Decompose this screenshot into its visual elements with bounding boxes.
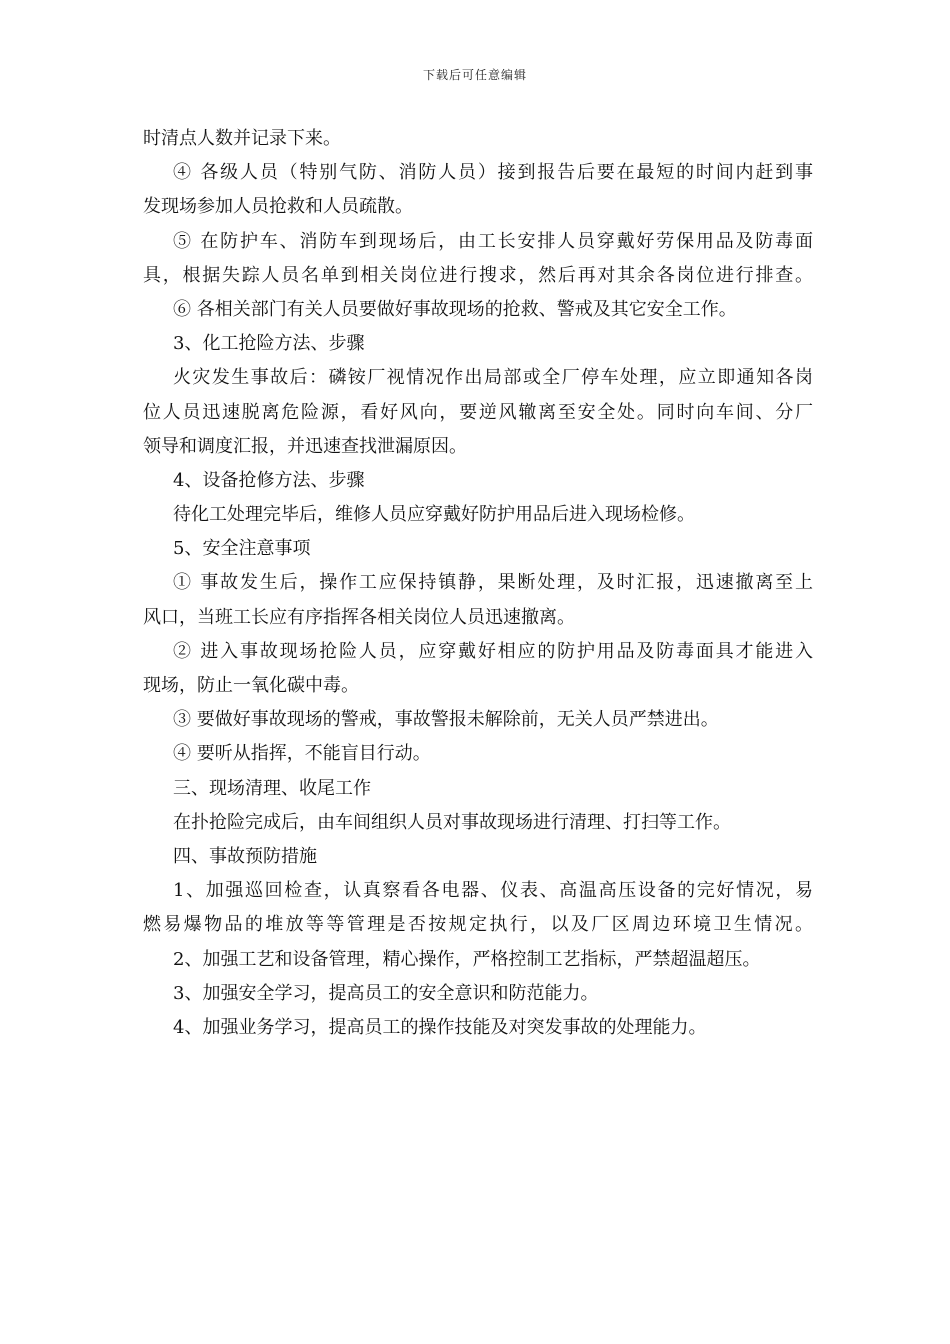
text-line: 发现场参加人员抢救和人员疏散。 bbox=[143, 196, 413, 218]
text-line: 现场，防止一氧化碳中毒。 bbox=[143, 675, 359, 696]
text-line: ④ 各级人员（特别气防、消防人员）接到报告后要在最短的时间内赶到事 bbox=[173, 162, 813, 184]
text-line: 燃易爆物品的堆放等等管理是否按规定执行，以及厂区周边环境卫生情况。 bbox=[143, 914, 813, 936]
text-line: 4、设备抢修方法、步骤 bbox=[173, 469, 365, 491]
text-line: 三、现场清理、收尾工作 bbox=[173, 777, 371, 799]
text-line: 时清点人数并记录下来。 bbox=[143, 128, 341, 149]
text-line: 5、安全注意事项 bbox=[173, 538, 311, 560]
text-line: ② 进入事故现场抢险人员，应穿戴好相应的防护用品及防毒面具才能进入 bbox=[173, 640, 813, 662]
text-line: 3、化工抢险方法、步骤 bbox=[173, 333, 365, 355]
text-line: ⑤ 在防护车、消防车到现场后，由工长安排人员穿戴好劳保用品及防毒面 bbox=[173, 230, 813, 252]
text-line: 火灾发生事故后：磷铵厂视情况作出局部或全厂停车处理，应立即通知各岗 bbox=[173, 367, 813, 389]
text-line: 3、加强安全学习，提高员工的安全意识和防范能力。 bbox=[173, 982, 599, 1004]
text-line: 2、加强工艺和设备管理，精心操作，严格控制工艺指标，严禁超温超压。 bbox=[173, 948, 761, 970]
text-line: ③ 要做好事故现场的警戒，事故警报未解除前，无关人员严禁进出。 bbox=[173, 709, 719, 731]
text-line: ⑥ 各相关部门有关人员要做好事故现场的抢救、警戒及其它安全工作。 bbox=[173, 298, 737, 320]
page-header: 下载后可任意编辑 bbox=[422, 68, 527, 82]
text-line: 领导和调度汇报，并迅速查找泄漏原因。 bbox=[143, 435, 467, 457]
text-line: 待化工处理完毕后，维修人员应穿戴好防护用品后进入现场检修。 bbox=[173, 504, 695, 526]
document-body bbox=[143, 122, 813, 1045]
text-line: 1、加强巡回检查，认真察看各电器、仪表、高温高压设备的完好情况，易 bbox=[173, 880, 813, 902]
text-line: 在扑抢险完成后，由车间组织人员对事故现场进行清理、打扫等工作。 bbox=[173, 811, 731, 833]
text-line: ④ 要听从指挥，不能盲目行动。 bbox=[173, 743, 431, 765]
text-line: 4、加强业务学习，提高员工的操作技能及对突发事故的处理能力。 bbox=[173, 1016, 707, 1038]
text-line: 具，根据失踪人员名单到相关岗位进行搜求，然后再对其余各岗位进行排查。 bbox=[143, 264, 813, 286]
text-line: 风口，当班工长应有序指挥各相关岗位人员迅速撤离。 bbox=[143, 606, 575, 628]
text-line: 四、事故预防措施 bbox=[173, 845, 317, 867]
text-line: ① 事故发生后，操作工应保持镇静，果断处理，及时汇报，迅速撤离至上 bbox=[173, 572, 813, 594]
text-line: 位人员迅速脱离危险源，看好风向，要逆风辙离至安全处。同时向车间、分厂 bbox=[143, 401, 813, 423]
